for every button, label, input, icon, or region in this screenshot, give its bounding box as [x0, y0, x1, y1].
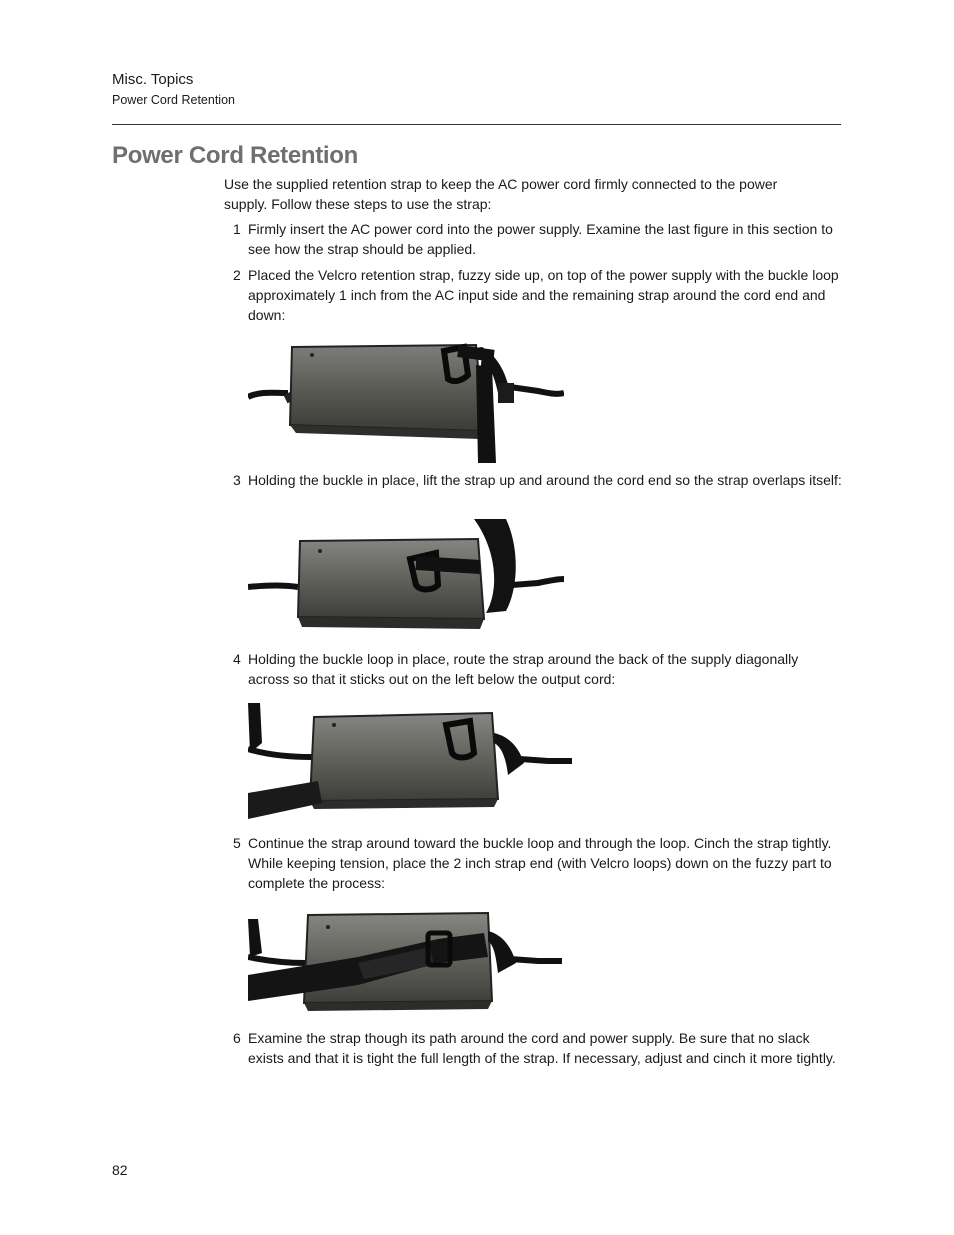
step-number: 3	[233, 472, 241, 488]
photo-strap-step-2	[248, 335, 564, 463]
photo-strap-step-5	[248, 905, 562, 1020]
intro-paragraph: Use the supplied retention strap to keep the AC power cord firmly connected to the power supply. Follow these steps to use the strap:	[224, 176, 778, 212]
step-text: Holding the buckle in place, lift the strap up and around the cord end so the strap overlaps itself:	[248, 472, 842, 488]
page-title: Power Cord Retention	[112, 142, 359, 169]
page-number: 82	[112, 1162, 128, 1178]
step-text: Placed the Velcro retention strap, fuzzy side up, on top of the power supply with the buckle loop approximately 1 inch from the AC input side and the remaining strap around the cord end and down:	[248, 267, 839, 323]
running-header-chapter: Misc. Topics	[112, 71, 194, 88]
running-header-section: Power Cord Retention	[112, 93, 235, 107]
step-number: 5	[233, 835, 241, 851]
step-number: 6	[233, 1030, 241, 1046]
photo-strap-step-4	[248, 703, 572, 823]
header-rule	[112, 124, 841, 125]
step-text: Examine the strap though its path around the cord and power supply. Be sure that no slack exists and that it is tight the full length of the strap. If necessary, adjust and cinch it more tightly.	[248, 1030, 836, 1066]
step-text: Firmly insert the AC power cord into the power supply. Examine the last figure in this section to see how the strap should be applied.	[248, 221, 833, 257]
step-text: Continue the strap around toward the buckle loop and through the loop. Cinch the strap tightly. While keeping tension, place the 2 inch strap end (with Velcro loops) down on the fuzzy part to complete the process:	[248, 835, 832, 891]
step-text: Holding the buckle loop in place, route the strap around the back of the supply diagonally across so that it sticks out on the left below the output cord:	[248, 651, 799, 687]
step-number: 1	[233, 221, 241, 237]
step-number: 2	[233, 267, 241, 283]
photo-strap-step-3	[248, 519, 564, 634]
step-number: 4	[233, 651, 241, 667]
